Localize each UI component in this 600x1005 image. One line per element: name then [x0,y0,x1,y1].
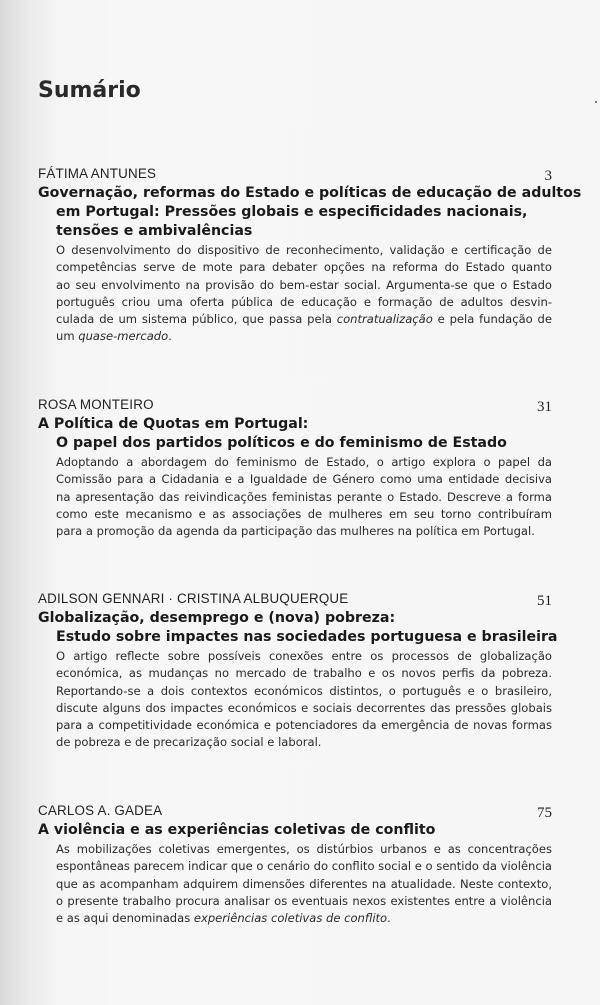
entry-page-number: 31 [537,399,552,415]
entry-title-continued: O papel dos partidos políticos e do feminismo de Estado [56,435,507,451]
entry-abstract [38,841,552,927]
abstract-line: espontâneas parecem indicar que o cenário do conflito social e o sentido da violência [56,859,552,874]
entry-title: Governação, reformas do Estado e políticas de educação de adultos [38,185,582,201]
abstract-line [56,328,552,345]
abstract-text: . [387,911,391,926]
abstract-line: O artigo reflecte sobre possíveis conexões entre os processos de globalização [56,649,552,663]
abstract-line: As mobilizações coletivas emergentes, os distúrbios urbanos e as concentrações [56,842,552,856]
entry-page-number: 51 [537,593,552,609]
abstract-text: culada de um sistema público, que passa pela [56,312,337,327]
abstract-italic-term: quase-mercado [78,329,169,344]
entry-title-continued: em Portugal: Pressões globais e especificidades nacionais, [56,204,528,220]
abstract-line: Comissão para a Cidadania e a Igualdade de Género como uma entidade decisiva [56,472,552,487]
abstract-line: económica, as mudanças no mercado de trabalho e os novos perfis da pobreza. [56,666,552,681]
abstract-line [56,910,552,927]
abstract-text: . [168,329,172,344]
entry-title: A violência e as experiências coletivas de conflito [38,822,436,838]
entry-title-continued: Estudo sobre impactes nas sociedades portuguesa e brasileira [56,629,558,645]
abstract-line: português criou uma oferta pública de educação e formação de adultos desvin- [56,294,552,309]
entry-author: CARLOS A. GADEA [38,803,163,818]
abstract-line: que as acompanham adquirem dimensões diferentes na atualidade. Neste contexto, [56,876,552,891]
entry-abstract [38,648,552,752]
abstract-line [56,311,552,328]
abstract-line: ao seu envolvimento na provisão do bem-estar social. Argumenta-se que o Estado [56,277,552,292]
abstract-line: Reportando-se a dois contextos económicos distintos, o português e o brasileiro, [56,683,552,698]
entry-abstract [38,242,552,346]
entry-author: ROSA MONTEIRO [38,397,154,412]
abstract-line: como este mecanismo e as associações de mulheres em seu torno contribuíram [56,506,552,521]
entry-title-continued: tensões e ambivalências [56,223,253,239]
abstract-line: Adoptando a abordagem do feminismo de Estado, o artigo explora o papel da [56,455,552,469]
abstract-line: para a competitividade económica e potenciadores da emergência de novas formas [56,718,552,733]
abstract-line: discute alguns dos impactes económicos e sociais decorrentes das pressões globais [56,700,552,715]
entry-title: A Política de Quotas em Portugal: [38,416,309,432]
abstract-text: e as aqui denominadas [56,911,194,926]
abstract-line: de pobreza e de precarização social e laboral. [56,735,322,750]
abstract-italic-term: contratualização [336,312,433,327]
entry-author: ADILSON GENNARI · CRISTINA ALBUQUERQUE [38,591,349,606]
page-title: Sumário [38,78,141,103]
toc-entry [38,166,582,346]
toc-entry [38,803,552,927]
entry-author: FÁTIMA ANTUNES [38,166,157,181]
abstract-line: o presente trabalho procura analisar os eventuais nexos existentes entre a violência [56,893,552,908]
page-mark [595,101,597,103]
entry-page-number: 75 [537,805,552,821]
entry-abstract [38,454,552,540]
abstract-line: para a promoção da agenda da participação das mulheres na política em Portugal. [56,524,535,539]
abstract-line: na apresentação das reivindicações feministas perante o Estado. Descreve a forma [56,489,552,504]
toc-entry [38,397,552,540]
abstract-line: O desenvolvimento do dispositivo de reconhecimento, validação e certificação de [56,243,552,257]
abstract-text: um [56,329,79,344]
toc-entry [38,591,558,752]
entry-title: Globalização, desemprego e (nova) pobreza: [38,610,396,626]
entry-page-number: 3 [544,168,552,184]
abstract-line: competências serve de mote para debater opções na reforma do Estado quanto [56,260,552,275]
abstract-text: e pela fundação de [432,312,552,327]
abstract-italic-term: experiências coletivas de conflito [193,911,388,926]
